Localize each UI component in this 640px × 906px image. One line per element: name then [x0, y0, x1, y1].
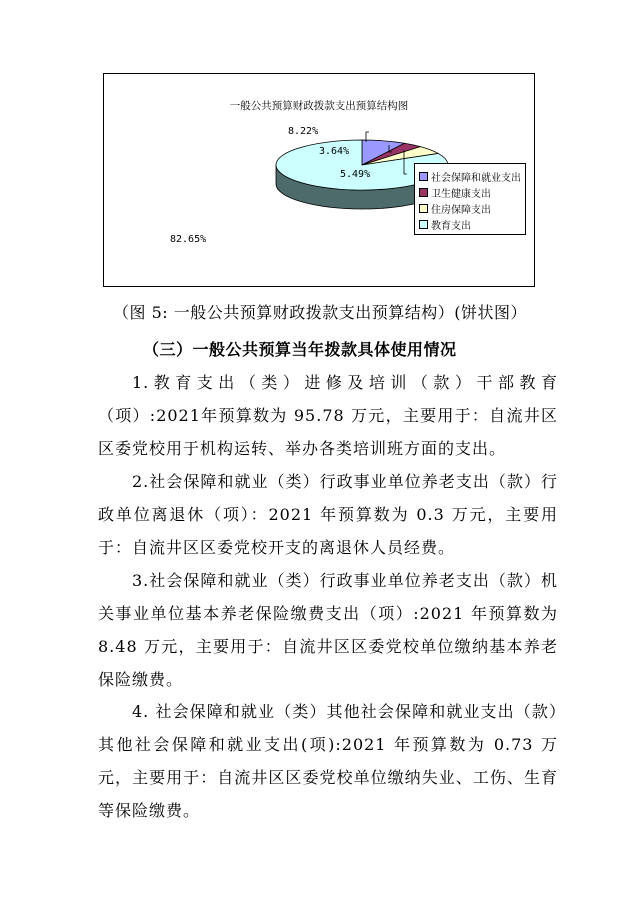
data-label-health: 3.64%: [319, 146, 350, 157]
figure-caption: （图 5: 一般公共预算财政拨款支出预算结构）(饼状图）: [113, 303, 527, 322]
legend-label: 社会保障和就业支出: [431, 172, 521, 184]
legend-swatch: [419, 220, 428, 229]
legend-item-social: [419, 168, 525, 184]
legend-label: 住房保障支出: [431, 204, 491, 216]
legend-item-education: [419, 216, 525, 232]
legend-item-health: [419, 184, 525, 200]
legend-swatch: [419, 204, 428, 213]
legend-swatch: [419, 188, 428, 197]
data-label-education: 82.65%: [170, 234, 207, 245]
chart-legend: [414, 163, 526, 235]
legend-label: 教育支出: [431, 220, 471, 232]
paragraph-education: 1.教育支出（类）进修及培训（款）干部教育（项）:2021年预算数为 95.78 万元，主要用于：自流井区区委党校用于机构运转、举办各类培训班方面的支出。: [98, 373, 558, 458]
paragraph-pension: 3.社会保障和就业（类）行政事业单位养老支出（款）机关事业单位基本养老保险缴费支出（项）:2021 年预算数为 8.48 万元，主要用于：自流井区区委党校单位缴纳基本养老保险缴费。: [98, 571, 558, 689]
paragraph-retirement: 2.社会保障和就业（类）行政事业单位养老支出（款）行政单位离退休（项）：2021 年预算数为 0.3 万元，主要用于：自流井区区委党校开支的离退休人员经费。: [98, 472, 558, 557]
legend-label: 卫生健康支出: [431, 188, 491, 200]
legend-swatch: [419, 172, 428, 181]
data-label-housing: 5.49%: [340, 169, 371, 180]
section-heading: （三）一般公共预算当年拨款具体使用情况: [143, 340, 457, 359]
legend-item-housing: [419, 200, 525, 216]
paragraph-insurance: 4. 社会保障和就业（类）其他社会保障和就业支出（款）其他社会保障和就业支出(项):2021 年预算数为 0.73 万元，主要用于：自流井区区委党校单位缴纳失业、工伤、生育等保险缴费。: [98, 702, 558, 820]
chart-title: 一般公共预算财政拨款支出预算结构图: [229, 100, 409, 112]
data-label-social: 8.22%: [288, 126, 319, 137]
